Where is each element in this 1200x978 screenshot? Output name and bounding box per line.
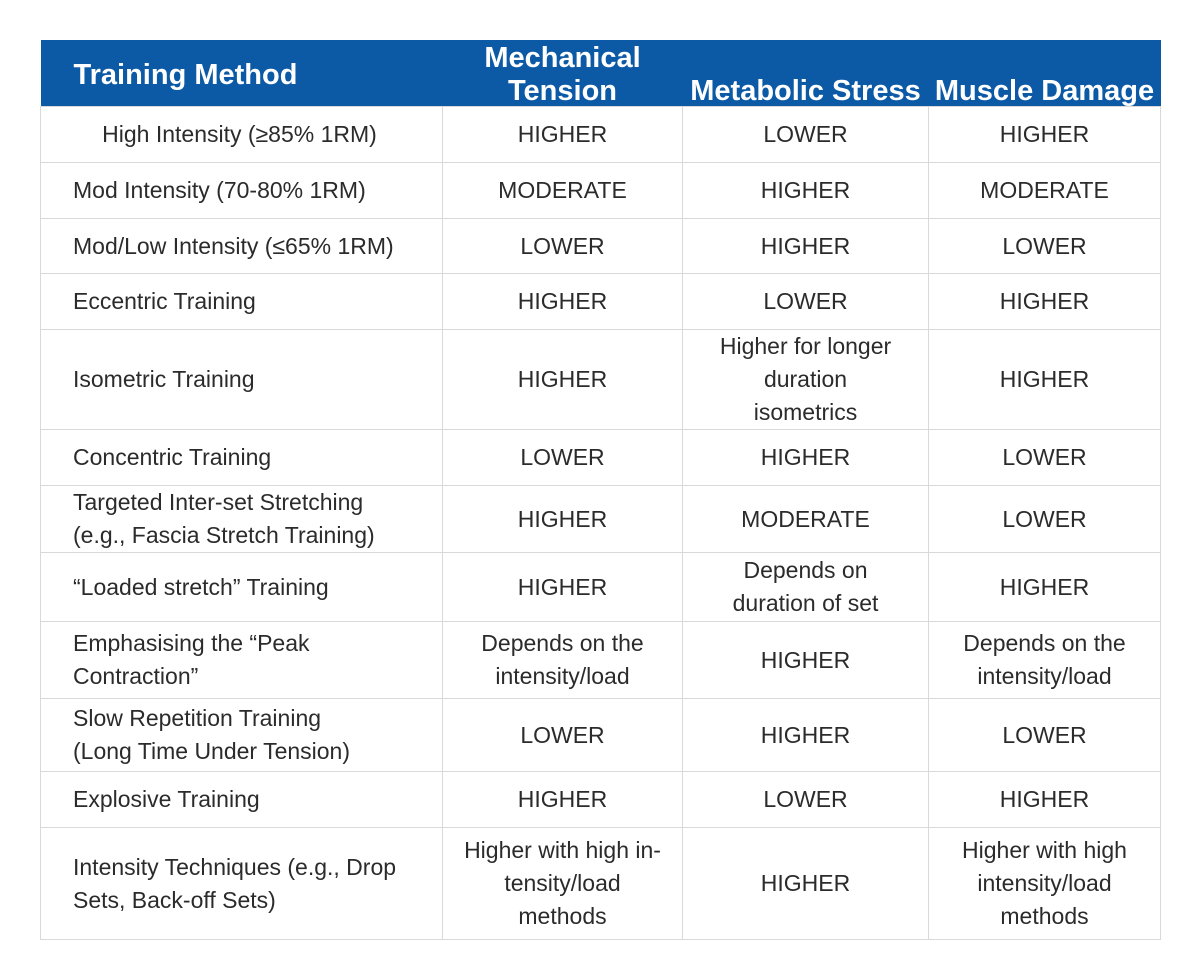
cell-metabolic: HIGHER [683,219,929,274]
cell-method: Targeted Inter-set Stretching (e.g., Fascia Stretch Training) [41,486,443,553]
table-row [41,772,1161,828]
header-metabolic-stress: Metabolic Stress [690,75,921,107]
cell-tension: LOWER [443,219,683,274]
cell-damage: HIGHER [929,553,1161,622]
cell-metabolic: Higher for longer duration isometrics [683,330,929,430]
cell-metabolic: MODERATE [683,486,929,553]
cell-metabolic: HIGHER [683,622,929,699]
training-methods-table [40,40,1161,940]
header-row [41,40,1161,107]
cell-metabolic: LOWER [683,772,929,828]
cell-method: Isometric Training [41,330,443,430]
cell-damage: HIGHER [929,107,1161,163]
table-row [41,699,1161,772]
cell-tension: LOWER [443,699,683,772]
table-row [41,486,1161,553]
cell-tension: LOWER [443,430,683,486]
cell-tension: Depends on the intensity/load [443,622,683,699]
cell-damage: MODERATE [929,163,1161,219]
cell-metabolic: Depends on duration of set [683,553,929,622]
cell-damage: HIGHER [929,330,1161,430]
cell-method: Emphasising the “Peak Contraction” [41,622,443,699]
table-row [41,219,1161,274]
cell-damage: Higher with high intensity/load methods [929,828,1161,940]
cell-method: Mod Intensity (70-80% 1RM) [41,163,443,219]
table-row [41,274,1161,330]
cell-metabolic: LOWER [683,274,929,330]
cell-damage: LOWER [929,486,1161,553]
cell-metabolic: HIGHER [683,828,929,940]
header-training-method: Training Method [73,58,298,91]
cell-method: Slow Repetition Training (Long Time Under Tension) [41,699,443,772]
cell-tension: HIGHER [443,553,683,622]
cell-tension: HIGHER [443,330,683,430]
cell-method: Eccentric Training [41,274,443,330]
cell-method: Concentric Training [41,430,443,486]
comparison-table-container [40,40,1160,940]
cell-damage: HIGHER [929,772,1161,828]
cell-tension: HIGHER [443,486,683,553]
cell-method: “Loaded stretch” Training [41,553,443,622]
table-row [41,828,1161,940]
cell-metabolic: HIGHER [683,163,929,219]
table-body [41,107,1161,940]
cell-tension: Higher with high in- tensity/load methods [443,828,683,940]
table-row [41,553,1161,622]
cell-tension: HIGHER [443,107,683,163]
cell-metabolic: HIGHER [683,699,929,772]
cell-metabolic: HIGHER [683,430,929,486]
cell-damage: Depends on the intensity/load [929,622,1161,699]
table-header [41,40,1161,107]
cell-damage: LOWER [929,430,1161,486]
cell-tension: HIGHER [443,274,683,330]
table-row [41,163,1161,219]
cell-method: Intensity Techniques (e.g., Drop Sets, Back-off Sets) [41,828,443,940]
table-row [41,430,1161,486]
cell-damage: LOWER [929,699,1161,772]
cell-tension: HIGHER [443,772,683,828]
header-mechanical-tension: Mechanical Tension [484,42,641,107]
cell-tension: MODERATE [443,163,683,219]
cell-method: Explosive Training [41,772,443,828]
header-muscle-damage: Muscle Damage [934,75,1155,107]
cell-method: High Intensity (≥85% 1RM) [41,107,443,163]
cell-damage: LOWER [929,219,1161,274]
table-row [41,622,1161,699]
table-row [41,107,1161,163]
cell-method: Mod/Low Intensity (≤65% 1RM) [41,219,443,274]
cell-damage: HIGHER [929,274,1161,330]
cell-metabolic: LOWER [683,107,929,163]
table-row [41,330,1161,430]
